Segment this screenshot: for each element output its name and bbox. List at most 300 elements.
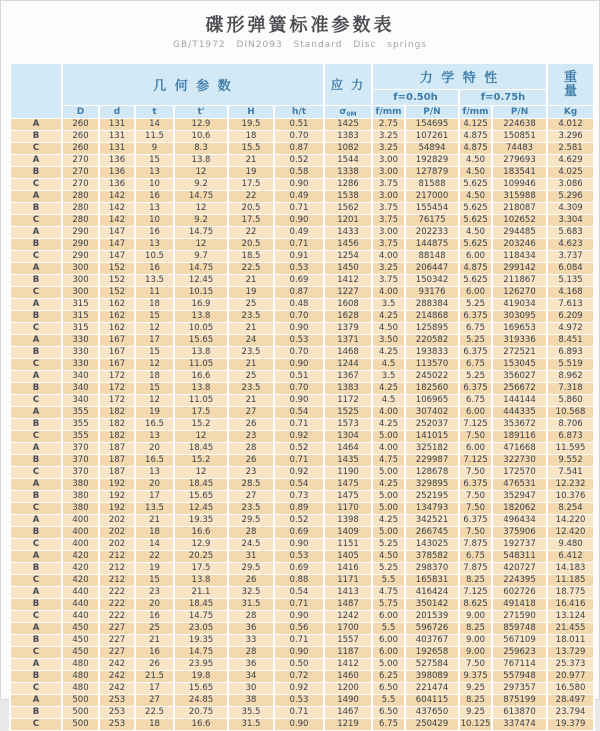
cell: 141015 (405, 431, 459, 443)
cell: A (10, 299, 62, 311)
cell: 9.375 (459, 671, 492, 683)
table-row (10, 587, 594, 599)
cell: 0.58 (274, 167, 324, 179)
cell: A (10, 263, 62, 275)
cell: 0.70 (274, 131, 324, 143)
cell: 245022 (405, 371, 459, 383)
header-geometry-group: 几 何 参 数 (62, 64, 324, 106)
cell: 0.90 (274, 395, 324, 407)
cell: 18.775 (547, 587, 594, 599)
table-row (10, 407, 594, 419)
cell: 250429 (405, 719, 459, 731)
cell: 6.084 (547, 263, 594, 275)
cell: 23 (228, 431, 274, 443)
cell: 300 (62, 263, 99, 275)
cell: 162 (99, 311, 135, 323)
cell: 15.2 (174, 419, 228, 431)
cell: 9.00 (459, 635, 492, 647)
table-row (10, 683, 594, 695)
cell: 23.5 (228, 383, 274, 395)
cell: 18 (135, 299, 174, 311)
cell: 212 (99, 563, 135, 575)
cell: 12.45 (174, 275, 228, 287)
cell: 1254 (324, 251, 372, 263)
cell: B (10, 671, 62, 683)
cell: 3.75 (372, 179, 405, 191)
cell: 127879 (405, 167, 459, 179)
header-mechanical-group: 力 学 特 性 (372, 64, 547, 90)
cell: 1412 (324, 659, 372, 671)
cell: 4.309 (547, 203, 594, 215)
cell: 202 (99, 527, 135, 539)
cell: 222 (99, 611, 135, 623)
cell: 25 (135, 623, 174, 635)
cell: 330 (62, 335, 99, 347)
cell: 35.5 (228, 707, 274, 719)
cell: 1190 (324, 467, 372, 479)
table-row (10, 539, 594, 551)
cell: 5.25 (459, 335, 492, 347)
table-row (10, 275, 594, 287)
cell: 0.92 (274, 683, 324, 695)
cell: 12.9 (174, 539, 228, 551)
cell: 21.1 (174, 587, 228, 599)
table-row (10, 383, 594, 395)
cell: 315 (62, 323, 99, 335)
cell: 31 (228, 551, 274, 563)
cell: 23 (135, 587, 174, 599)
cell: 4.5 (372, 395, 405, 407)
cell: 1544 (324, 155, 372, 167)
cell: 0.87 (274, 143, 324, 155)
cell: 1286 (324, 179, 372, 191)
cell: 227 (99, 647, 135, 659)
cell: 450 (62, 647, 99, 659)
cell: 1172 (324, 395, 372, 407)
cell: 0.90 (274, 323, 324, 335)
cell: 202 (99, 515, 135, 527)
cell: 15.2 (174, 455, 228, 467)
cell: 253 (99, 719, 135, 731)
cell: 6.00 (459, 407, 492, 419)
table-row (10, 251, 594, 263)
cell: 12 (135, 323, 174, 335)
cell: 252195 (405, 491, 459, 503)
cell: 300 (62, 287, 99, 299)
cell: 206447 (405, 263, 459, 275)
cell: 322730 (492, 455, 547, 467)
cell: 16.580 (547, 683, 594, 695)
cell: 202233 (405, 227, 459, 239)
cell: 202 (99, 539, 135, 551)
cell: 10.05 (174, 323, 228, 335)
cell: 3.75 (372, 215, 405, 227)
cell: 1573 (324, 419, 372, 431)
cell: 340 (62, 371, 99, 383)
cell: 88148 (405, 251, 459, 263)
cell: 10 (135, 215, 174, 227)
cell: 6.412 (547, 551, 594, 563)
cell: 224395 (492, 575, 547, 587)
cell: 7.125 (459, 455, 492, 467)
cell: B (10, 635, 62, 647)
header-stress-group: 应 力 (324, 64, 372, 106)
cell: 13 (135, 431, 174, 443)
cell: 5.00 (372, 491, 405, 503)
table-row (10, 695, 594, 707)
cell: B (10, 455, 62, 467)
cell: 192 (99, 491, 135, 503)
cell: 0.90 (274, 179, 324, 191)
cell: 23.05 (174, 623, 228, 635)
cell: 16.9 (174, 299, 228, 311)
cell: 260 (62, 119, 99, 131)
cell: B (10, 167, 62, 179)
cell: 450 (62, 623, 99, 635)
cell: 1412 (324, 275, 372, 287)
cell: 11 (135, 287, 174, 299)
cell: 1538 (324, 191, 372, 203)
cell: 6.75 (459, 323, 492, 335)
header-deflection-75: f=0.75h (459, 90, 547, 106)
cell: 17 (135, 491, 174, 503)
cell: 1413 (324, 587, 372, 599)
cell: 290 (62, 239, 99, 251)
cell: 297357 (492, 683, 547, 695)
cell: 6.893 (547, 347, 594, 359)
cell: 0.50 (274, 659, 324, 671)
header-weight-bottom: 量 (564, 83, 578, 99)
cell: 315 (62, 311, 99, 323)
cell: 259623 (492, 647, 547, 659)
cell: 182 (99, 419, 135, 431)
cell: 0.71 (274, 239, 324, 251)
cell: 1525 (324, 407, 372, 419)
cell: 8.3 (174, 143, 228, 155)
cell: 11.05 (174, 395, 228, 407)
cell: 12.232 (547, 479, 594, 491)
cell: 10.15 (174, 287, 228, 299)
cell: 4.00 (372, 287, 405, 299)
cell: 3.75 (372, 203, 405, 215)
cell: 476531 (492, 479, 547, 491)
cell: 15 (135, 311, 174, 323)
cell: 20.75 (174, 707, 228, 719)
cell: 596726 (405, 623, 459, 635)
cell: 480 (62, 683, 99, 695)
cell: 8.451 (547, 335, 594, 347)
cell: A (10, 335, 62, 347)
cell: 303095 (492, 311, 547, 323)
cell: 1405 (324, 551, 372, 563)
cell: 3.00 (372, 227, 405, 239)
cell: 147 (99, 251, 135, 263)
cell: 10.5 (135, 251, 174, 263)
cell: 29.5 (228, 563, 274, 575)
cell: 7.50 (459, 431, 492, 443)
cell: 0.71 (274, 203, 324, 215)
cell: 1219 (324, 719, 372, 731)
cell: 420 (62, 563, 99, 575)
cell: 500 (62, 707, 99, 719)
cell: 355 (62, 419, 99, 431)
cell: 227 (99, 623, 135, 635)
cell: 329895 (405, 479, 459, 491)
cell: 5.25 (459, 299, 492, 311)
cell: 18.45 (174, 443, 228, 455)
cell: 875199 (492, 695, 547, 707)
cell: 471668 (492, 443, 547, 455)
cell: 23.5 (228, 503, 274, 515)
cell: 109946 (492, 179, 547, 191)
cell: C (10, 287, 62, 299)
cell: 21 (135, 635, 174, 647)
cell: 19 (135, 407, 174, 419)
cell: 33 (228, 635, 274, 647)
cell: 5.00 (372, 503, 405, 515)
cell: 16.6 (174, 527, 228, 539)
cell: 12.45 (174, 503, 228, 515)
cell: B (10, 347, 62, 359)
header-weight-top: 重 (564, 69, 578, 85)
cell: 142 (99, 203, 135, 215)
cell: 7.875 (459, 539, 492, 551)
cell: 315 (62, 299, 99, 311)
cell: 0.90 (274, 215, 324, 227)
cell: 4.00 (372, 251, 405, 263)
cell: 0.51 (274, 371, 324, 383)
cell: 279693 (492, 155, 547, 167)
cell: 182 (99, 431, 135, 443)
cell: 125895 (405, 323, 459, 335)
cell: 400 (62, 515, 99, 527)
cell: 22.5 (135, 707, 174, 719)
cell: 152 (99, 275, 135, 287)
cell: 294485 (492, 227, 547, 239)
cell: 3.00 (372, 167, 405, 179)
table-row (10, 419, 594, 431)
cell: 18 (135, 719, 174, 731)
cell: 270 (62, 167, 99, 179)
col-f-mm-75: f/mm (459, 106, 492, 119)
cell: C (10, 719, 62, 731)
table-row (10, 287, 594, 299)
cell: 18 (135, 371, 174, 383)
cell: 6.375 (459, 311, 492, 323)
cell: 1170 (324, 503, 372, 515)
cell: 9.2 (174, 215, 228, 227)
table-row (10, 335, 594, 347)
cell: 1467 (324, 707, 372, 719)
table-row (10, 611, 594, 623)
table-row (10, 395, 594, 407)
cell: 23.5 (228, 347, 274, 359)
col-h-over-t: h/t (274, 106, 324, 119)
sigma-symbol: σ (339, 106, 347, 117)
cell: B (10, 239, 62, 251)
cell: 12 (174, 467, 228, 479)
cell: A (10, 443, 62, 455)
cell: A (10, 407, 62, 419)
cell: 0.51 (274, 119, 324, 131)
cell: B (10, 563, 62, 575)
cell: 13 (135, 167, 174, 179)
cell: 1409 (324, 527, 372, 539)
cell: 222 (99, 599, 135, 611)
cell: 0.90 (274, 359, 324, 371)
cell: 147 (99, 239, 135, 251)
cell: 27 (228, 491, 274, 503)
cell: 300 (62, 275, 99, 287)
table-row (10, 707, 594, 719)
cell: 192 (99, 503, 135, 515)
cell: 17.5 (174, 563, 228, 575)
cell: 6.00 (372, 647, 405, 659)
cell: 500 (62, 719, 99, 731)
cell: 5.625 (459, 275, 492, 287)
cell: 15.5 (228, 143, 274, 155)
cell: 17.5 (174, 407, 228, 419)
cell: 557948 (492, 671, 547, 683)
cell: 20 (135, 479, 174, 491)
cell: 14 (135, 539, 174, 551)
cell: 3.5 (372, 299, 405, 311)
cell: C (10, 323, 62, 335)
cell: 14.75 (174, 611, 228, 623)
cell: 17.5 (228, 179, 274, 191)
cell: 3.296 (547, 131, 594, 143)
cell: 0.53 (274, 695, 324, 707)
cell: 0.70 (274, 347, 324, 359)
cell: 165831 (405, 575, 459, 587)
cell: 211867 (492, 275, 547, 287)
cell: 9.25 (459, 707, 492, 719)
cell: B (10, 707, 62, 719)
cell: 0.71 (274, 707, 324, 719)
table-row (10, 131, 594, 143)
cell: 3.75 (372, 275, 405, 287)
cell: 6.50 (372, 683, 405, 695)
table-row (10, 503, 594, 515)
table-row (10, 299, 594, 311)
cell: 16 (135, 263, 174, 275)
cell: 167 (99, 359, 135, 371)
cell: 25 (228, 299, 274, 311)
cell: 11.185 (547, 575, 594, 587)
cell: 7.318 (547, 383, 594, 395)
cell: 212 (99, 575, 135, 587)
cell: 242 (99, 683, 135, 695)
parameters-table (9, 63, 595, 731)
cell: 221474 (405, 683, 459, 695)
cell: 3.00 (372, 191, 405, 203)
cell: 147 (99, 227, 135, 239)
cell: 3.00 (372, 155, 405, 167)
cell: C (10, 611, 62, 623)
cell: 217000 (405, 191, 459, 203)
cell: 16 (135, 611, 174, 623)
cell: 0.73 (274, 491, 324, 503)
cell: 20 (135, 443, 174, 455)
cell: 5.5 (372, 623, 405, 635)
cell: 118434 (492, 251, 547, 263)
cell: 128678 (405, 467, 459, 479)
table-row (10, 647, 594, 659)
cell: A (10, 371, 62, 383)
cell: 15.65 (174, 683, 228, 695)
table-body (10, 119, 594, 731)
cell: 378582 (405, 551, 459, 563)
cell: 3.086 (547, 179, 594, 191)
cell: 4.50 (372, 551, 405, 563)
cell: 5.135 (547, 275, 594, 287)
cell: 3.737 (547, 251, 594, 263)
cell: 4.875 (459, 143, 492, 155)
cell: C (10, 395, 62, 407)
cell: 10.6 (174, 131, 228, 143)
cell: 162 (99, 299, 135, 311)
cell: 604115 (405, 695, 459, 707)
cell: 212 (99, 551, 135, 563)
cell: 28.497 (547, 695, 594, 707)
cell: 9.7 (174, 251, 228, 263)
cell: 229987 (405, 455, 459, 467)
col-t: t (135, 106, 174, 119)
cell: 1338 (324, 167, 372, 179)
table-row (10, 227, 594, 239)
cell: 192829 (405, 155, 459, 167)
cell: 0.89 (274, 503, 324, 515)
cell: 3.25 (372, 143, 405, 155)
cell: 1171 (324, 575, 372, 587)
cell: 22 (228, 191, 274, 203)
cell: B (10, 419, 62, 431)
cell: 27 (135, 695, 174, 707)
cell: 0.71 (274, 635, 324, 647)
cell: 602726 (492, 587, 547, 599)
cell: 1487 (324, 599, 372, 611)
cell: 1456 (324, 239, 372, 251)
cell: 1416 (324, 563, 372, 575)
cell: 5.00 (372, 467, 405, 479)
cell: 242 (99, 671, 135, 683)
cell: 13.8 (174, 311, 228, 323)
cell: 400 (62, 539, 99, 551)
cell: 0.48 (274, 299, 324, 311)
cell: 19.8 (174, 671, 228, 683)
cell: 5.296 (547, 191, 594, 203)
cell: 13.729 (547, 647, 594, 659)
cell: 24.5 (228, 539, 274, 551)
cell: 330 (62, 359, 99, 371)
cell: 0.90 (274, 647, 324, 659)
cell: 0.92 (274, 467, 324, 479)
cell: 153045 (492, 359, 547, 371)
cell: 1200 (324, 683, 372, 695)
table-row (10, 119, 594, 131)
cell: 28 (228, 647, 274, 659)
cell: 3.25 (372, 131, 405, 143)
cell: 299142 (492, 263, 547, 275)
cell: B (10, 275, 62, 287)
cell: 325182 (405, 443, 459, 455)
cell: 266745 (405, 527, 459, 539)
cell: 260 (62, 143, 99, 155)
cell: 182560 (405, 383, 459, 395)
cell: B (10, 383, 62, 395)
table-row (10, 671, 594, 683)
cell: 4.00 (372, 407, 405, 419)
